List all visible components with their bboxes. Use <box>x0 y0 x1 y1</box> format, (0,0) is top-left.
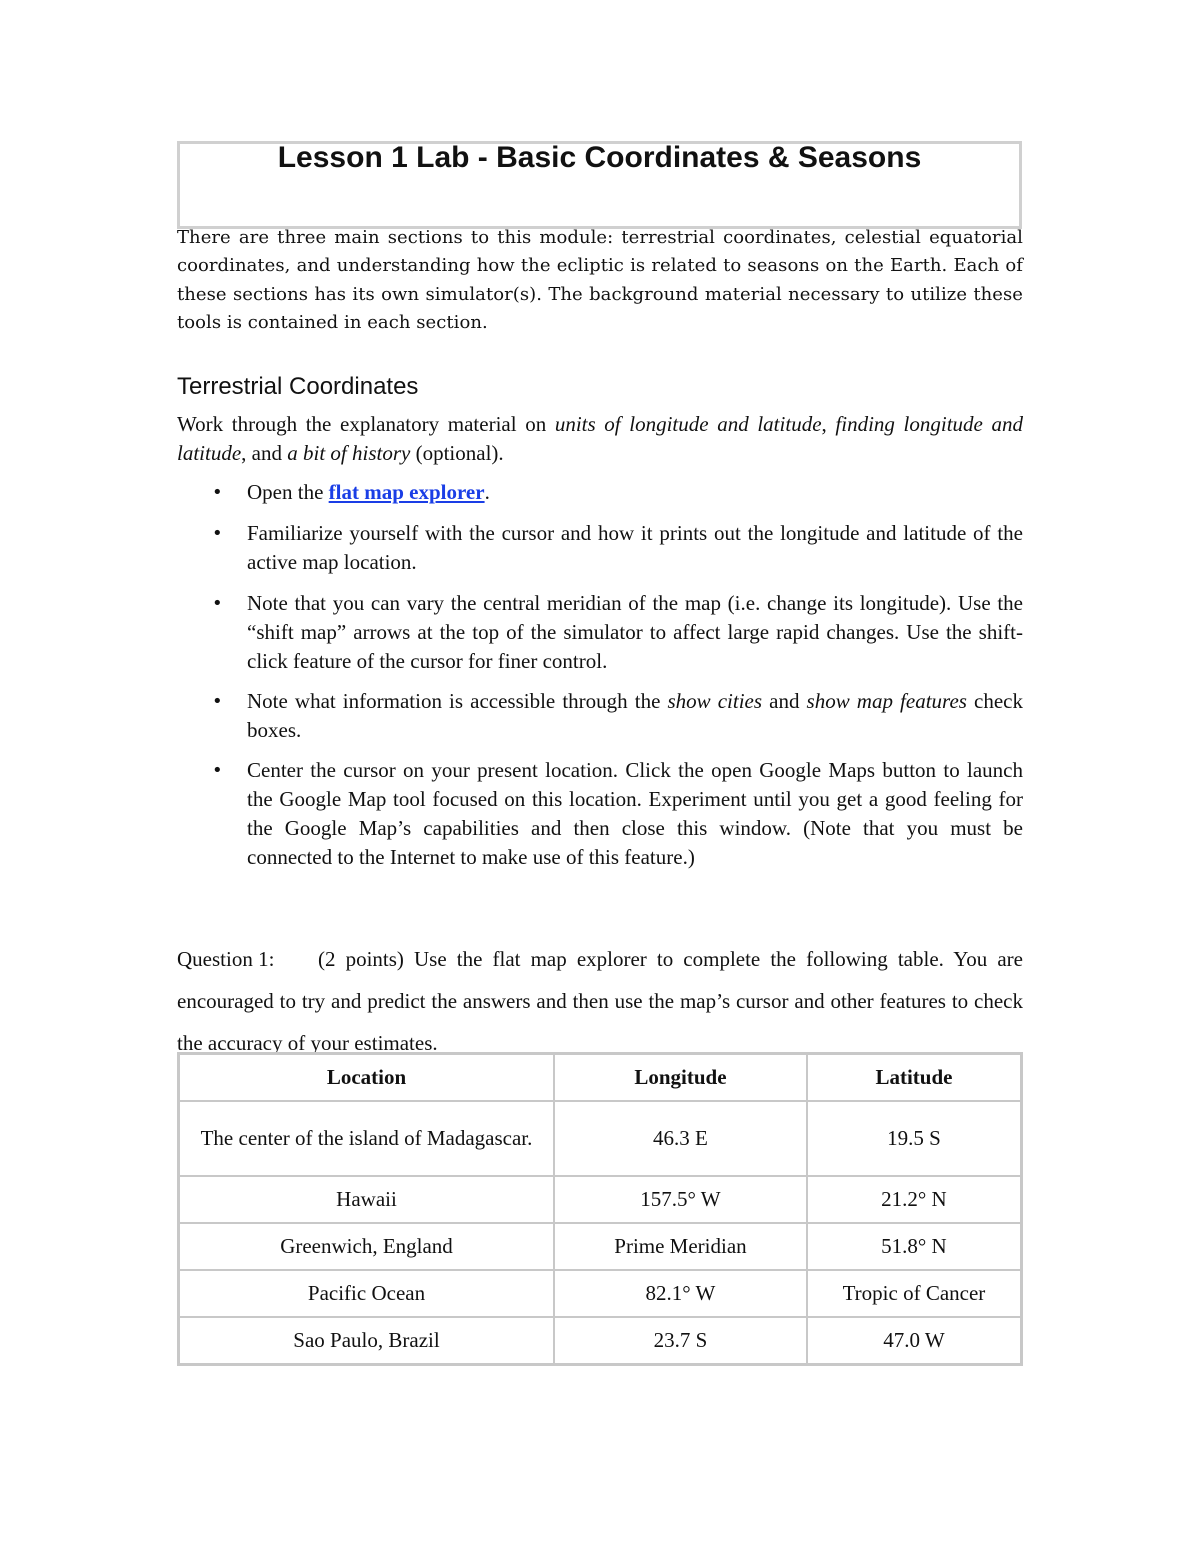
coordinates-table <box>177 1052 1023 1366</box>
bullet-1-text: Open the <box>247 480 329 504</box>
list-item <box>177 756 1023 872</box>
work-text-4: (optional). <box>410 441 504 465</box>
work-text-3: , and <box>241 441 288 465</box>
bullet-icon: • <box>212 760 223 781</box>
longitude-cell: 157.5° W <box>554 1176 807 1223</box>
latitude-cell: 21.2° N <box>807 1176 1021 1223</box>
work-through-paragraph <box>177 410 1023 468</box>
latitude-cell: 47.0 W <box>807 1317 1021 1364</box>
bullet-icon: • <box>212 482 223 503</box>
show-map-features-emphasis: show map features <box>806 689 967 713</box>
table-header-row <box>179 1054 1021 1101</box>
page-title: Lesson 1 Lab - Basic Coordinates & Seasons <box>277 141 922 174</box>
question-label: Question 1: <box>177 947 275 971</box>
work-emphasis-history: a bit of history <box>287 441 411 465</box>
header-location: Location <box>179 1054 554 1101</box>
intro-paragraph: There are three main sections to this module: terrestrial coordinates, celestial equatorial coordinates, and understanding how the ecliptic is related to seasons on the Earth. Each of these sections has its own simulator(s). The background material necessary to utilize these tools is contained in each section. <box>177 227 1023 333</box>
bullet-icon: • <box>212 593 223 614</box>
latitude-cell: 19.5 S <box>807 1101 1021 1176</box>
table-row <box>179 1101 1021 1176</box>
bullet-icon: • <box>212 523 223 544</box>
bullet-5-text: Center the cursor on your present location. Click the open Google Maps button to launch the Google Map tool focused on this location. Experiment until you get a good feeling for the Google Map’s capabilities and then close this window. (Note that you must be connected to the Internet to make use of this feature.) <box>247 758 1023 869</box>
longitude-cell: 23.7 S <box>554 1317 807 1364</box>
location-cell: Hawaii <box>179 1176 554 1223</box>
list-item <box>177 519 1023 577</box>
location-cell: Sao Paulo, Brazil <box>179 1317 554 1364</box>
table-row <box>179 1223 1021 1270</box>
latitude-cell: 51.8° N <box>807 1223 1021 1270</box>
longitude-cell: 46.3 E <box>554 1101 807 1176</box>
bullet-icon: • <box>212 691 223 712</box>
show-cities-emphasis: show cities <box>667 689 763 713</box>
question-1 <box>177 938 1023 1064</box>
work-emphasis-finding: finding longitude and latitude <box>177 412 1023 465</box>
work-text-1: Work through the explanatory material on <box>177 412 555 436</box>
bullet-4-text: Note what information is accessible through the <box>247 689 668 713</box>
question-text: (2 points) Use the flat map explorer to complete the following table. You are encouraged to try and predict the answers and then use the map’s cursor and other features to check the accuracy of your estimates. <box>177 947 1023 1055</box>
bullet-3-text: Note that you can vary the central meridian of the map (i.e. change its longitude). Use the “shift map” arrows at the top of the simulator to affect large rapid changes. Use the shift-click feature of the cursor for finer control. <box>247 591 1023 673</box>
latitude-cell: Tropic of Cancer <box>807 1270 1021 1317</box>
list-item <box>177 478 1023 507</box>
longitude-cell: Prime Meridian <box>554 1223 807 1270</box>
bullet-1-end: . <box>484 480 490 504</box>
bullet-4-mid: and <box>762 689 807 713</box>
table-row <box>179 1176 1021 1223</box>
work-emphasis-units: units of longitude and latitude <box>554 412 822 436</box>
section-heading: Terrestrial Coordinates <box>177 373 419 400</box>
table-row <box>179 1317 1021 1364</box>
bullet-2-text: Familiarize yourself with the cursor and how it prints out the longitude and latitude of the active map location. <box>247 521 1023 574</box>
list-item <box>177 589 1023 676</box>
header-longitude: Longitude <box>554 1054 807 1101</box>
longitude-cell: 82.1° W <box>554 1270 807 1317</box>
location-cell: Greenwich, England <box>179 1223 554 1270</box>
location-cell: Pacific Ocean <box>179 1270 554 1317</box>
bullet-4-end: check boxes. <box>247 689 1023 742</box>
list-item <box>177 687 1023 745</box>
instruction-list <box>177 478 1023 872</box>
work-text-2: , <box>821 412 836 436</box>
flat-map-explorer-link[interactable]: flat map explorer <box>328 480 485 504</box>
location-cell: The center of the island of Madagascar. <box>179 1101 554 1176</box>
table-row <box>179 1270 1021 1317</box>
header-latitude: Latitude <box>807 1054 1021 1101</box>
